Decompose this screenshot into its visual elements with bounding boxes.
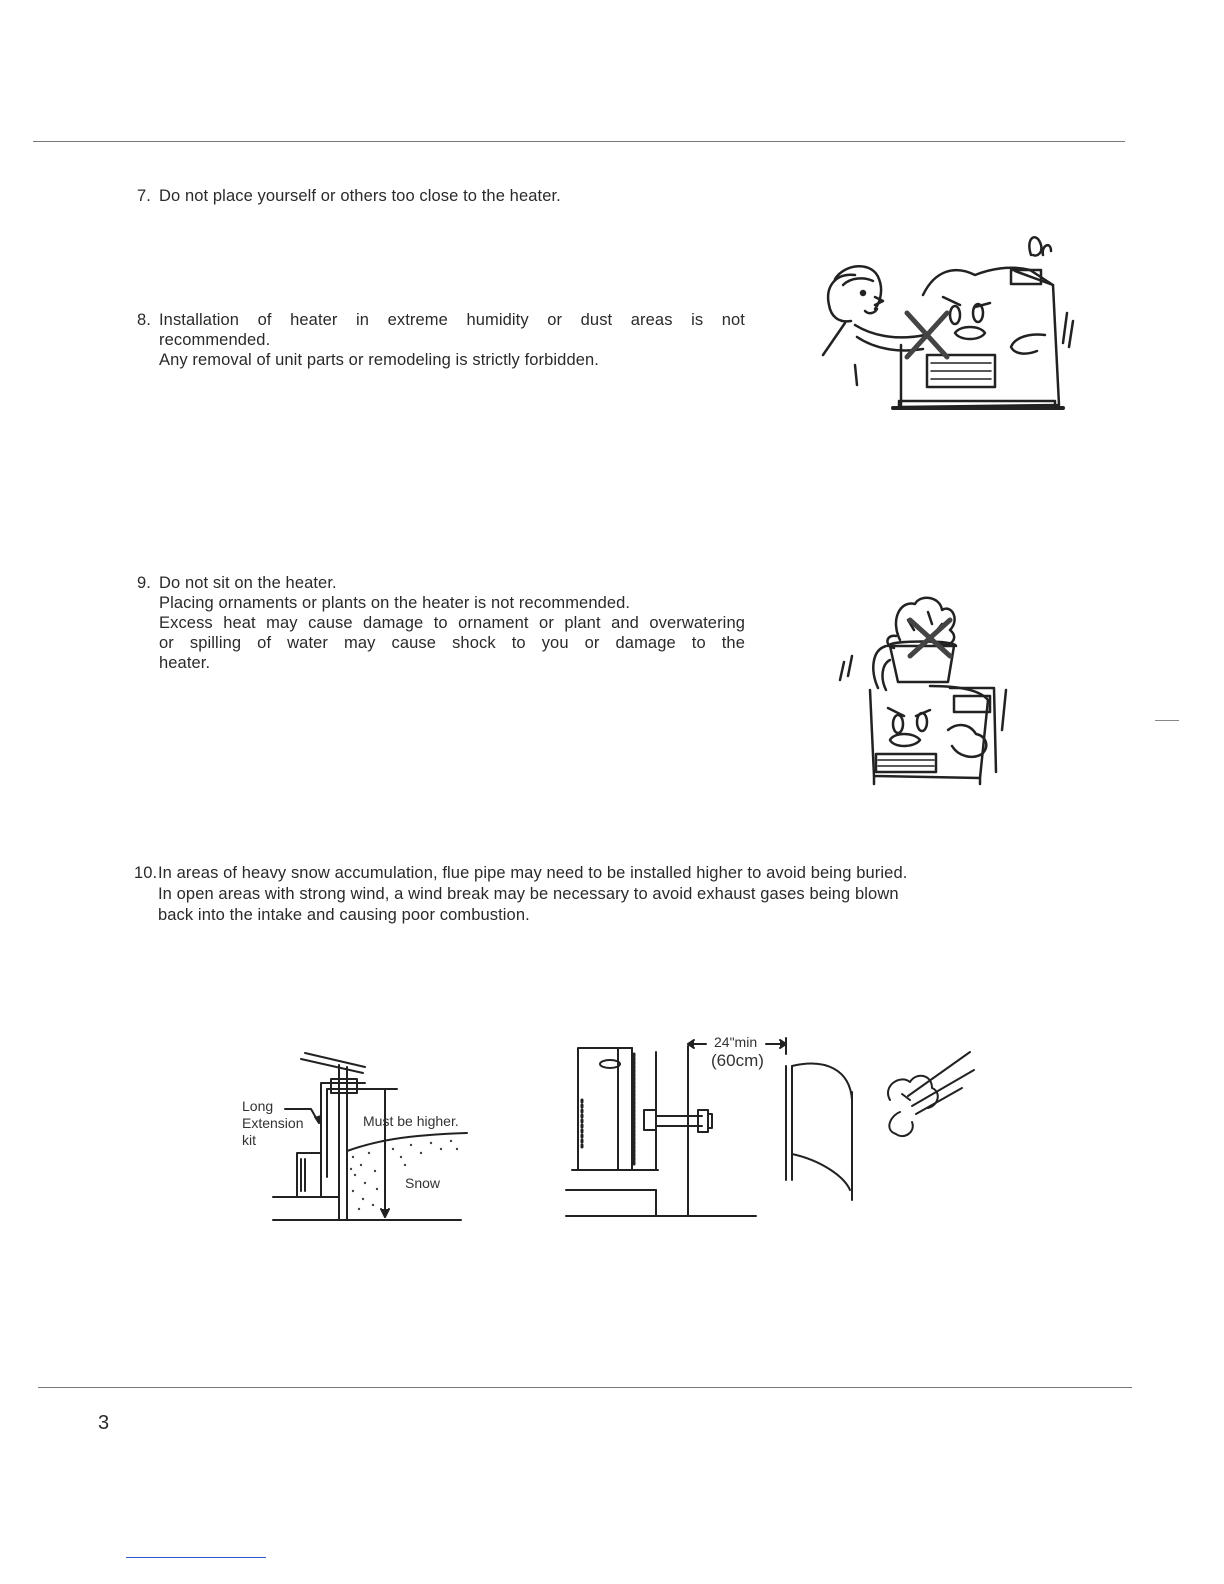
kit-label-line: kit: [242, 1132, 256, 1148]
item-number: 8.: [137, 311, 151, 329]
item-line: recommended.: [159, 331, 271, 349]
page-number: 3: [98, 1412, 110, 1434]
instruction-item-7: [137, 186, 757, 206]
item-number: 7.: [137, 187, 151, 205]
plant-on-heater-illustration: [830, 590, 1020, 790]
kit-label-line: Long: [242, 1098, 274, 1114]
scan-footer-line: [126, 1557, 266, 1558]
wind-break-diagram: [560, 1030, 980, 1225]
item-line: In open areas with strong wind, a wind break may be necessary to avoid exhaust gases being blown: [158, 885, 899, 903]
item-number: 10.: [134, 864, 158, 882]
header-rule: [33, 141, 1125, 142]
instruction-item-10: [134, 863, 1024, 925]
distance-label: 24"min: [714, 1034, 758, 1050]
snow-extension-diagram: [235, 1045, 495, 1230]
instruction-item-9: [137, 573, 745, 673]
item-line: Any removal of unit parts or remodeling is strictly forbidden.: [159, 351, 599, 369]
item-line: back into the intake and causing poor combustion.: [158, 906, 530, 924]
snow-label: Snow: [405, 1175, 441, 1191]
item-number: 9.: [137, 574, 151, 592]
item-line: heater.: [159, 654, 211, 672]
item-line: Placing ornaments or plants on the heater is not recommended.: [159, 594, 631, 612]
item-line: Excess heat may cause damage to ornament or plant and overwatering: [159, 614, 745, 632]
item-line: or spilling of water may cause shock to you or damage to the: [159, 634, 745, 652]
scan-edge-mark: [1155, 720, 1179, 721]
item-line: Do not sit on the heater.: [159, 574, 337, 592]
distance-metric-label: (60cm): [711, 1051, 764, 1070]
instruction-item-8: [137, 310, 745, 370]
must-be-higher-label: Must be higher.: [363, 1113, 459, 1129]
item-line: Installation of heater in extreme humidity or dust areas is not: [159, 311, 745, 329]
person-near-heater-illustration: [815, 225, 1075, 420]
footer-rule: [38, 1387, 1132, 1388]
item-line: Do not place yourself or others too close to the heater.: [159, 187, 561, 205]
kit-label-line: Extension: [242, 1115, 304, 1131]
item-line: In areas of heavy snow accumulation, flue pipe may need to be installed higher to avoid being buried.: [158, 864, 908, 882]
